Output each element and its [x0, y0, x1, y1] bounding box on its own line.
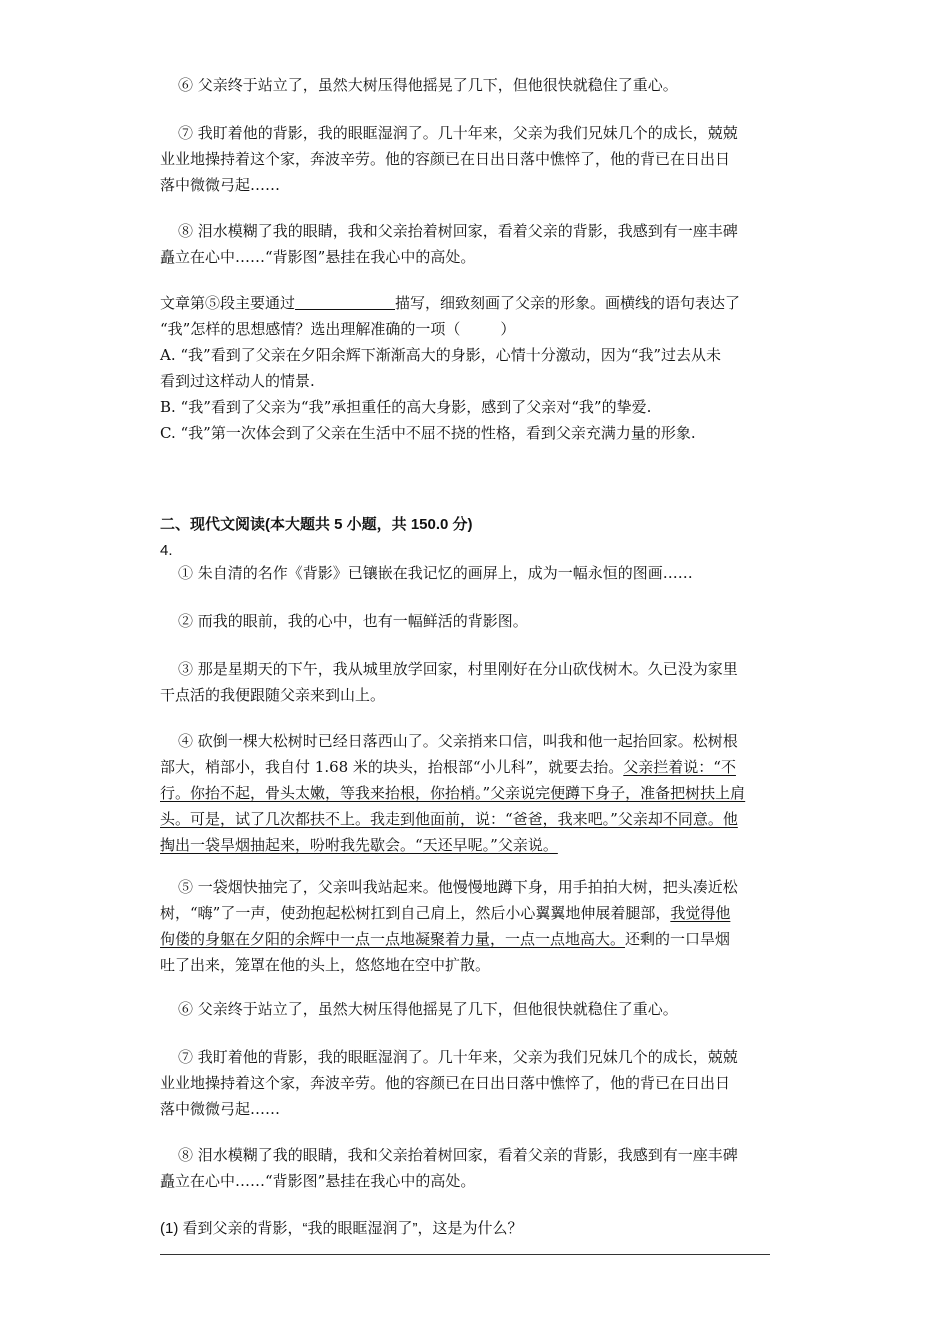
- underlined-line: 头。可是，试了几次都扶不上。我走到他面前，说：“爸爸，我来吧。”父亲却不同意。他: [160, 810, 738, 828]
- paragraph-line: ⑦ 我盯着他的背影，我的眼眶湿润了。几十年来，父亲为我们兄妹几个的成长，兢兢: [178, 124, 738, 142]
- paragraph-8: [160, 1142, 800, 1194]
- paragraph-line: ② 而我的眼前，我的心中，也有一幅鲜活的背影图。: [178, 612, 528, 630]
- answer-line[interactable]: [160, 1254, 770, 1255]
- question-stem-text: “我”怎样的思想感情？选出理解准确的一项（: [160, 320, 461, 338]
- answer-blank[interactable]: [295, 293, 395, 310]
- paragraph-line: 矗立在心中……“背影图”悬挂在我心中的高处。: [160, 248, 476, 266]
- question-number: 4.: [160, 542, 173, 559]
- paragraph-5: [160, 874, 800, 978]
- sub-question-1: [160, 1216, 800, 1242]
- paragraph-2: [160, 608, 800, 634]
- paragraph-7-top: [160, 120, 800, 198]
- sub-question-text: (1) 看到父亲的背影，“我的眼眶湿润了”，这是为什么？: [160, 1220, 523, 1237]
- paragraph-line: [160, 754, 800, 780]
- paragraph-line: 落中微微弓起……: [160, 176, 281, 194]
- option-b[interactable]: B. “我”看到了父亲为“我”承担重任的高大身影，感到了父亲对“我”的挚爱.: [160, 398, 652, 416]
- paragraph-line: 吐了出来，笼罩在他的头上，悠悠地在空中扩散。: [160, 956, 491, 974]
- paragraph-line: ⑦ 我盯着他的背影，我的眼眶湿润了。几十年来，父亲为我们兄妹几个的成长，兢兢: [178, 1048, 738, 1066]
- paragraph-line: ③ 那是星期天的下午，我从城里放学回家，村里刚好在分山砍伐树木。久已没为家里: [178, 660, 738, 678]
- paragraph-line: [160, 926, 800, 952]
- paragraph-4: [160, 728, 800, 858]
- plain-text: 部大，梢部小，我自付 1.68 米的块头，抬根部“小儿科”，就要去抬。: [160, 758, 624, 776]
- paragraph-line: 干点活的我便跟随父亲来到山上。: [160, 686, 386, 704]
- underlined-text: 父亲拦着说：“不: [623, 758, 736, 776]
- question-block: [160, 290, 800, 446]
- underlined-text: 佝偻的身躯在夕阳的余辉中一点一点地凝聚着力量，一点一点地高大。: [160, 930, 626, 948]
- section-heading: 二、现代文阅读(本大题共 5 小题，共 150.0 分): [160, 516, 473, 533]
- paragraph-line: ⑤ 一袋烟快抽完了，父亲叫我站起来。他慢慢地蹲下身，用手拍拍大树，把头凑近松: [178, 878, 738, 896]
- paragraph-line: ④ 砍倒一棵大松树时已经日落西山了。父亲捎来口信，叫我和他一起抬回家。松树根: [178, 732, 738, 750]
- paragraph-line: 落中微微弓起……: [160, 1100, 281, 1118]
- paragraph-line: 业业地操持着这个家，奔波辛劳。他的容颜已在日出日落中憔悴了，他的背已在日出日: [160, 1074, 731, 1092]
- paragraph-1: [160, 560, 800, 586]
- paragraph-6-top: [160, 72, 800, 98]
- option-a[interactable]: A. “我”看到了父亲在夕阳余辉下渐渐高大的身影，心情十分激动，因为“我”过去从未: [160, 346, 722, 364]
- option-a-continued: 看到过这样动人的情景.: [160, 372, 315, 390]
- paragraph-line: ⑥ 父亲终于站立了，虽然大树压得他摇晃了几下，但他很快就稳住了重心。: [178, 1000, 678, 1018]
- paragraph-line: [160, 900, 800, 926]
- question-stem-text: 文章第⑤段主要通过: [160, 294, 296, 312]
- question-stem-text: 描写，细致刻画了父亲的形象。画横线的语句表达了: [395, 294, 741, 312]
- question-stem-line: [160, 316, 800, 342]
- underlined-line: 掏出一袋旱烟抽起来，吩咐我先歇会。“天还早呢。”父亲说。: [160, 836, 558, 854]
- paragraph-7: [160, 1044, 800, 1122]
- section-heading-block: [160, 512, 800, 564]
- paragraph-line: ① 朱自清的名作《背影》已镶嵌在我记忆的画屏上，成为一幅永恒的图画……: [178, 564, 693, 582]
- paragraph-line: ⑧ 泪水模糊了我的眼睛，我和父亲抬着树回家，看着父亲的背影，我感到有一座丰碑: [178, 1146, 738, 1164]
- paragraph-line: ⑥ 父亲终于站立了，虽然大树压得他摇晃了几下，但他很快就稳住了重心。: [178, 76, 678, 94]
- paragraph-3: [160, 656, 800, 708]
- question-stem-line: [160, 290, 800, 316]
- paragraph-8-top: [160, 218, 800, 270]
- paragraph-line: 矗立在心中……“背影图”悬挂在我心中的高处。: [160, 1172, 476, 1190]
- underlined-line: 行。你抬不起，骨头太嫩，等我来抬根，你抬梢。”父亲说完便蹲下身子，准备把树扶上肩: [160, 784, 746, 802]
- plain-text: 树，“嗨”了一声，使劲抱起松树扛到自己肩上，然后小心翼翼地伸展着腿部，: [160, 904, 671, 922]
- option-c[interactable]: C. “我”第一次体会到了父亲在生活中不屈不挠的性格，看到父亲充满力量的形象.: [160, 424, 696, 442]
- question-stem-text: ）: [500, 320, 516, 338]
- paragraph-line: ⑧ 泪水模糊了我的眼睛，我和父亲抬着树回家，看着父亲的背影，我感到有一座丰碑: [178, 222, 738, 240]
- plain-text: 还剩的一口旱烟: [625, 930, 731, 948]
- paragraph-line: 业业地操持着这个家，奔波辛劳。他的容颜已在日出日落中憔悴了，他的背已在日出日: [160, 150, 731, 168]
- underlined-text: 我觉得他: [670, 904, 731, 922]
- paragraph-6: [160, 996, 800, 1022]
